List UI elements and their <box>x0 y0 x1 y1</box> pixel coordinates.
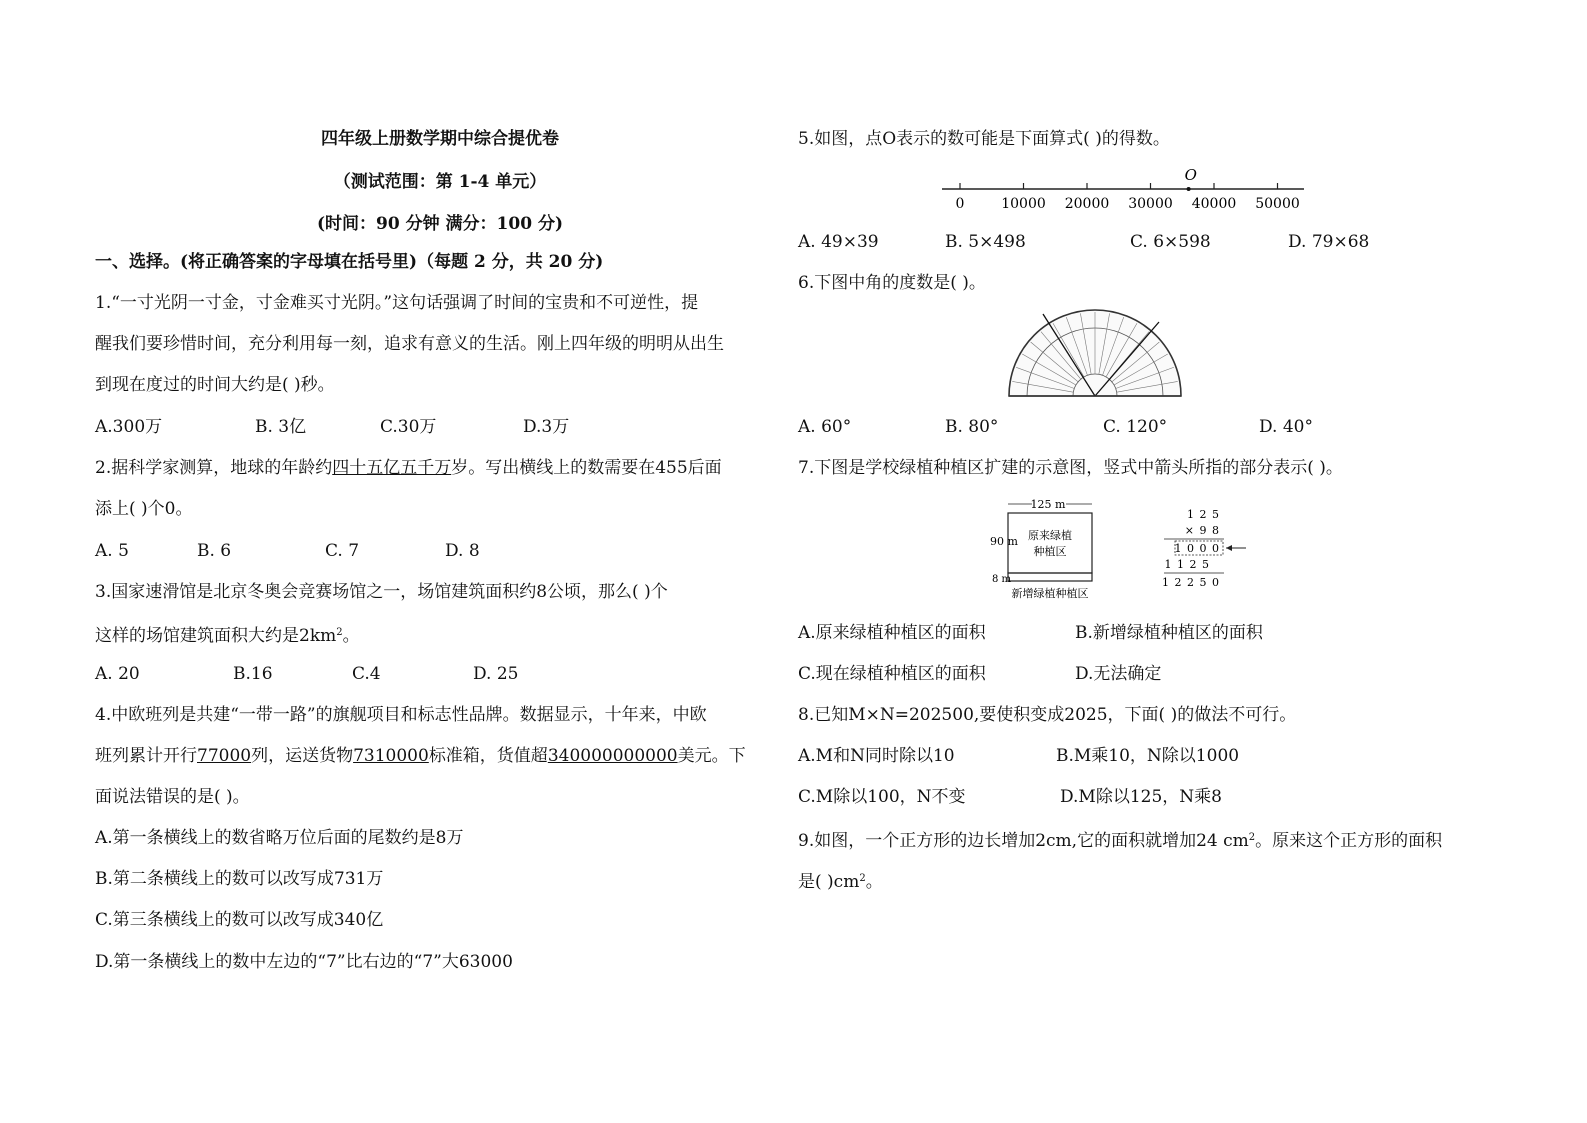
number-line-tick-label: 40000 <box>1191 196 1237 212</box>
q4-line-3: 面说法错误的是( )。 <box>95 787 250 807</box>
q1-option-b[interactable]: B. 3亿 <box>255 417 307 437</box>
q6-option-a[interactable]: A. 60° <box>798 417 852 437</box>
q9-line-1: 9.如图，一个正方形的边长增加2cm,它的面积就增加24 $cm^2$。原来这个正方形的面积 <box>798 831 1443 851</box>
q8-line-1: 8.已知M×N=202500,要使积变成2025，下面( )的做法不可行。 <box>798 705 1297 725</box>
number-line-tick-label: 50000 <box>1255 196 1300 212</box>
page-title: 四年级上册数学期中综合提优卷 <box>321 129 559 149</box>
q4-underlined-3: 340000000000 <box>547 746 678 766</box>
q4-option-d[interactable]: D.第一条横线上的数中左边的“7”比右边的“7”大63000 <box>95 952 513 972</box>
q6-option-c[interactable]: C. 120° <box>1103 417 1168 437</box>
original-area-line-2: 种植区 <box>1033 545 1067 558</box>
calc-row-4: 1 1 2 5 <box>1164 558 1210 571</box>
calc-row-2: × 9 8 <box>1184 524 1220 537</box>
test-scope: （测试范围：第 1-4 单元） <box>333 172 547 192</box>
calc-arrow-head-icon <box>1226 545 1232 551</box>
q4-option-c[interactable]: C.第三条横线上的数可以改写成340亿 <box>95 910 384 930</box>
q3-option-c[interactable]: C.4 <box>352 664 381 684</box>
q7-option-b[interactable]: B.新增绿植种植区的面积 <box>1075 623 1263 643</box>
q3-option-d[interactable]: D. 25 <box>473 664 519 684</box>
q1-line-2: 醒我们要珍惜时间，充分利用每一刻，追求有意义的生活。刚上四年级的明明从出生 <box>95 334 724 354</box>
q2-line-1: 2.据科学家测算，地球的年龄约四十五亿五千万岁。写出横线上的数需要在455后面 <box>95 458 722 478</box>
q3-option-b[interactable]: B.16 <box>233 664 273 684</box>
q4-option-b[interactable]: B.第二条横线上的数可以改写成731万 <box>95 869 384 889</box>
protractor-figure <box>1003 308 1188 400</box>
q2-option-c[interactable]: C. 7 <box>325 541 360 561</box>
point-o-label: O <box>1184 166 1197 184</box>
q4-line-1: 4.中欧班列是共建“一带一路”的旗舰项目和标志性品牌。数据显示，十年来，中欧 <box>95 705 707 725</box>
q2-line-2: 添上( )个0。 <box>95 499 193 519</box>
q8-option-c[interactable]: C.M除以100，N不变 <box>798 787 966 807</box>
calc-row-1: 1 2 5 <box>1187 508 1220 521</box>
time-and-score: (时间：90 分钟 满分：100 分) <box>317 214 563 234</box>
number-line-tick-label: 30000 <box>1128 196 1173 212</box>
q3-option-a[interactable]: A. 20 <box>95 664 140 684</box>
calc-row-3: 1 0 0 0 <box>1174 542 1220 555</box>
q5-line-1: 5.如图，点O表示的数可能是下面算式( )的得数。 <box>798 129 1170 149</box>
point-o-marker <box>1187 187 1191 191</box>
q1-option-d[interactable]: D.3万 <box>523 417 570 437</box>
q1-option-c[interactable]: C.30万 <box>380 417 437 437</box>
number-line-figure <box>938 162 1308 216</box>
q6-option-b[interactable]: B. 80° <box>945 417 999 437</box>
q3-line-2: 这样的场馆建筑面积大约是$2km^2$。 <box>95 626 360 646</box>
number-line-ticks <box>956 183 1300 212</box>
q5-option-b[interactable]: B. 5×498 <box>945 232 1026 252</box>
q1-option-a[interactable]: A.300万 <box>95 417 163 437</box>
q6-line-1: 6.下图中角的度数是( )。 <box>798 273 986 293</box>
q2-option-a[interactable]: A. 5 <box>95 541 129 561</box>
new-area-rect <box>1008 573 1092 581</box>
number-line-tick-label: 10000 <box>1001 196 1046 212</box>
q4-underlined-2: 7310000 <box>353 746 429 766</box>
q8-option-b[interactable]: B.M乘10，N除以1000 <box>1056 746 1240 766</box>
q5-option-d[interactable]: D. 79×68 <box>1288 232 1370 252</box>
q7-option-c[interactable]: C.现在绿植种植区的面积 <box>798 664 986 684</box>
calc-row-5: 1 2 2 5 0 <box>1162 576 1220 589</box>
q5-option-c[interactable]: C. 6×598 <box>1130 232 1211 252</box>
q4-underlined-1: 77000 <box>197 746 252 766</box>
original-area-rect <box>1008 513 1092 573</box>
q1-line-3: 到现在度过的时间大约是( )秒。 <box>95 375 335 395</box>
section-heading: 一、选择。(将正确答案的字母填在括号里)（每题 2 分，共 20 分) <box>95 252 604 272</box>
number-line-tick-label: 0 <box>955 196 965 212</box>
q2-option-b[interactable]: B. 6 <box>197 541 232 561</box>
new-area-label: 新增绿植种植区 <box>1011 587 1089 600</box>
q1-line-1: 1.“一寸光阴一寸金，寸金难买寸光阴。”这句话强调了时间的宝贵和不可逆性，提 <box>95 293 699 313</box>
q4-line-2: 班列累计开行77000列，运送货物7310000标准箱，货值超340000000000美元。下 <box>95 746 746 766</box>
original-area-line-1: 原来绿植 <box>1028 529 1072 542</box>
q5-option-a[interactable]: A. 49×39 <box>798 232 879 252</box>
q7-option-d[interactable]: D.无法确定 <box>1075 664 1162 684</box>
number-line-tick-label: 20000 <box>1064 196 1110 212</box>
extension-label: 8 m <box>992 574 1012 585</box>
q9-line-2: 是( )$cm^2$。 <box>798 872 883 892</box>
q2-option-d[interactable]: D. 8 <box>445 541 480 561</box>
height-label: 90 m <box>990 535 1018 548</box>
q3-line-1: 3.国家速滑馆是北京冬奥会竞赛场馆之一，场馆建筑面积约8公顷，那么( )个 <box>95 582 668 602</box>
q7-option-a[interactable]: A.原来绿植种植区的面积 <box>798 623 986 643</box>
q8-option-d[interactable]: D.M除以125，N乘8 <box>1060 787 1222 807</box>
q4-option-a[interactable]: A.第一条横线上的数省略万位后面的尾数约是8万 <box>95 828 464 848</box>
width-label: 125 m <box>1030 498 1066 511</box>
q7-line-1: 7.下图是学校绿植种植区扩建的示意图，竖式中箭头所指的部分表示( )。 <box>798 458 1343 478</box>
q6-option-d[interactable]: D. 40° <box>1259 417 1313 437</box>
q8-option-a[interactable]: A.M和N同时除以10 <box>798 746 955 766</box>
planting-area-diagram <box>988 495 1268 603</box>
q2-underlined-number: 四十五亿五千万 <box>332 458 452 478</box>
